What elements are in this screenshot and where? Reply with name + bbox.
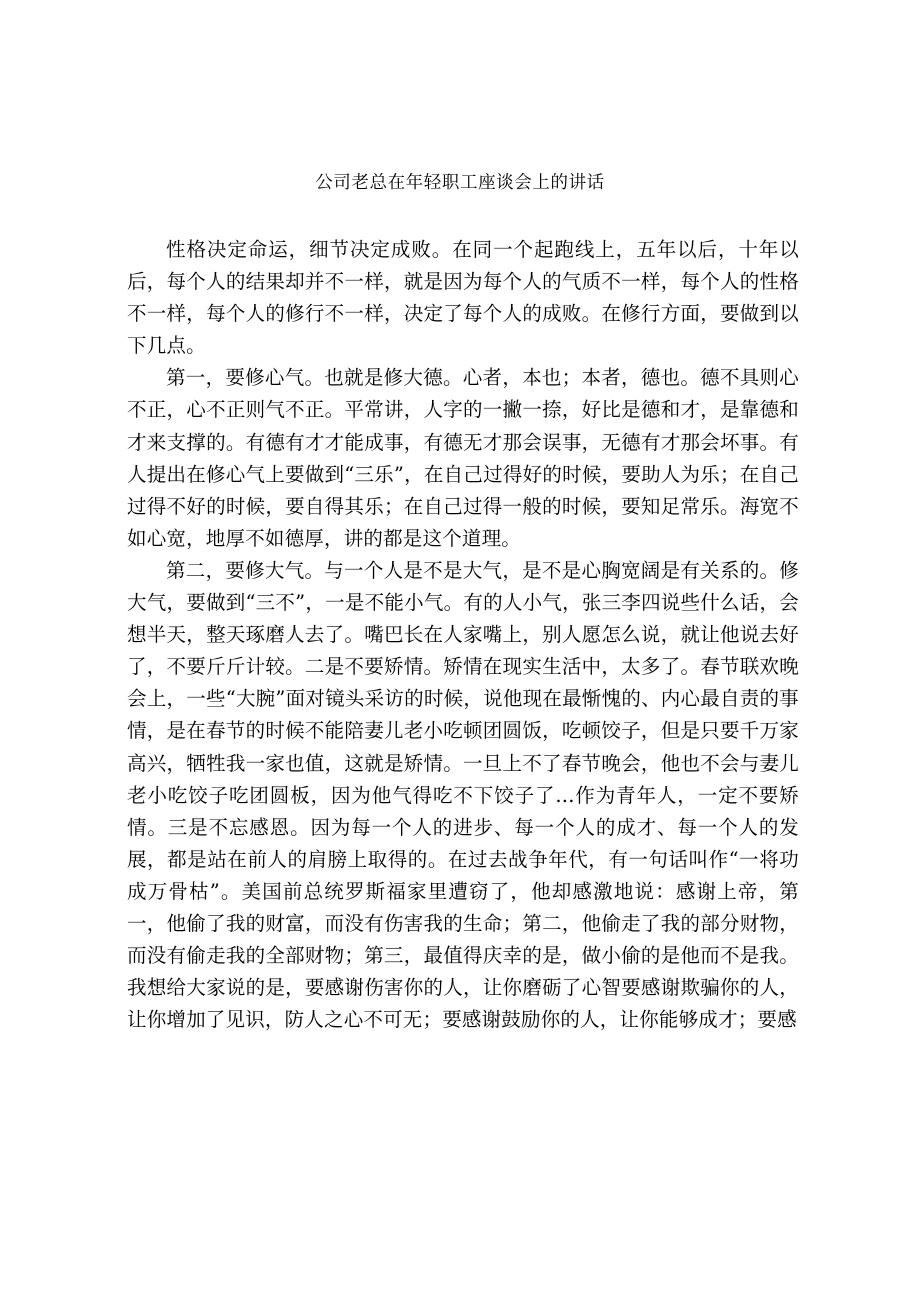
document-body bbox=[127, 234, 799, 1036]
paragraph-intro: 性格决定命运，细节决定成败。在同一个起跑线上，五年以后，十年以后，每个人的结果却并不一样，就是因为每个人的气质不一样，每个人的性格不一样，每个人的修行不一样，决定了每个人的成败。在修行方面，要做到以下几点。 bbox=[127, 238, 799, 358]
paragraph-first-point: 第一，要修心气。也就是修大德。心者，本也；本者，德也。德不具则心不正，心不正则气不正。平常讲，人字的一撇一捺，好比是德和才，是靠德和才来支撑的。有德有才才能成事，有德无才那会误事，无德有才那会坏事。有人提出在修心气上要做到“三乐”，在自己过得好的时候，要助人为乐；在自己过得不好的时候，要自得其乐；在自己过得一般的时候，要知足常乐。海宽不如心宽，地厚不如德厚，讲的都是这个道理。 bbox=[127, 366, 799, 550]
paragraph-second-point: 第二，要修大气。与一个人是不是大气，是不是心胸宽阔是有关系的。修大气，要做到“三不”，一是不能小气。有的人小气，张三李四说些什么话，会想半天，整天琢磨人去了。嘴巴长在人家嘴上，别人愿怎么说，就让他说去好了，不要斤斤计较。二是不要矫情。矫情在现实生活中，太多了。春节联欢晚会上，一些“大腕”面对镜头采访的时候，说他现在最惭愧的、内心最自责的事情，是在春节的时候不能陪妻儿老小吃顿团圆饭，吃顿饺子，但是只要千万家高兴，牺牲我一家也值，这就是矫情。一旦上不了春节晚会，他也不会与妻儿老小吃饺子吃团圆板，因为他气得吃不下饺子了...作为青年人，一定不要矫情。三是不忘感恩。因为每一个人的进步、每一个人的成才、每一个人的发展，都是站在前人的肩膀上取得的。在过去战争年代，有一句话叫作“一将功成万骨枯”。美国前总统罗斯福家里遭窃了，他却感激地说：感谢上帝，第一，他偷了我的财富，而没有伤害我的生命；第二，他偷走了我的部分财物，而没有偷走我的全部财物；第三，最值得庆幸的是，做小偷的是他而不是我。我想给大家说的是，要感谢伤害你的人，让你磨砺了心智要感谢欺骗你的人，让你增加了见识，防人之心不可无；要感谢鼓励你的人，让你能够成才；要感 bbox=[127, 558, 799, 1032]
document-title: 公司老总在年轻职工座谈会上的讲话 bbox=[315, 173, 605, 193]
